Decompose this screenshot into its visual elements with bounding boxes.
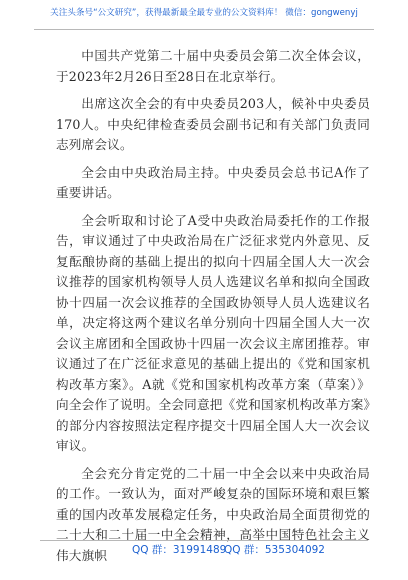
page-footer — [0, 540, 408, 560]
footer-qq-group-2: QQ 群：535304092 — [224, 544, 325, 556]
paragraph-chair: 全会由中央政治局主持。中央委员会总书记A作了重要讲话。 — [56, 164, 370, 200]
paragraph-meeting-dates: 中国共产党第二十届中央委员会第二次全体会议，于2023年2月26日至28日在北京举行。 — [56, 48, 370, 84]
footer-divider — [40, 540, 368, 541]
footer-qq-group-1: QQ 群：31991489 — [132, 544, 227, 556]
page-header — [34, 6, 374, 20]
paragraph-work-report: 全会听取和讨论了A受中央政治局委托作的工作报告，审议通过了中央政治局在广泛征求党内外意见、反复酝酿协商的基础上提出的拟向十四届全国人大一次会议推荐的国家机构领导人员人选建议名单和拟向全国政协十四届一次会议推荐的全国政协领导人员人选建议名单，决定将这两个建议名单分别向十四届全国人大一次会议主席团和全国政协十四届一次会议主席团推荐。审议通过了在广泛征求意见的基础上提出的《党和国家机构改革方案》。A就《党和国家机构改革方案（草案）》向全会作了说明。全会同意把《党和国家机构改革方案》的部分内容按照法定程序提交十四届全国人大一次会议审议。 — [56, 212, 370, 453]
header-divider — [34, 29, 374, 30]
paragraph-assessment: 全会充分肯定党的二十届一中全会以来中央政治局的工作。一致认为，面对严峻复杂的国际环境和艰巨繁重的国内改革发展稳定任务，中央政治局全面贯彻党的二十大和二十届一中全会精神，高举中国特色社会主义伟大旗帜 — [56, 465, 370, 563]
document-body — [56, 46, 370, 573]
header-promo-text: 关注头条号“公文研究”，获得最新最全最专业的公文资料库！ 微信：gongwenyj — [50, 8, 358, 18]
paragraph-attendance: 出席这次全会的有中央委员203人，候补中央委员170人。中央纪律检查委员会副书记和有关部门负责同志列席会议。 — [56, 96, 370, 152]
